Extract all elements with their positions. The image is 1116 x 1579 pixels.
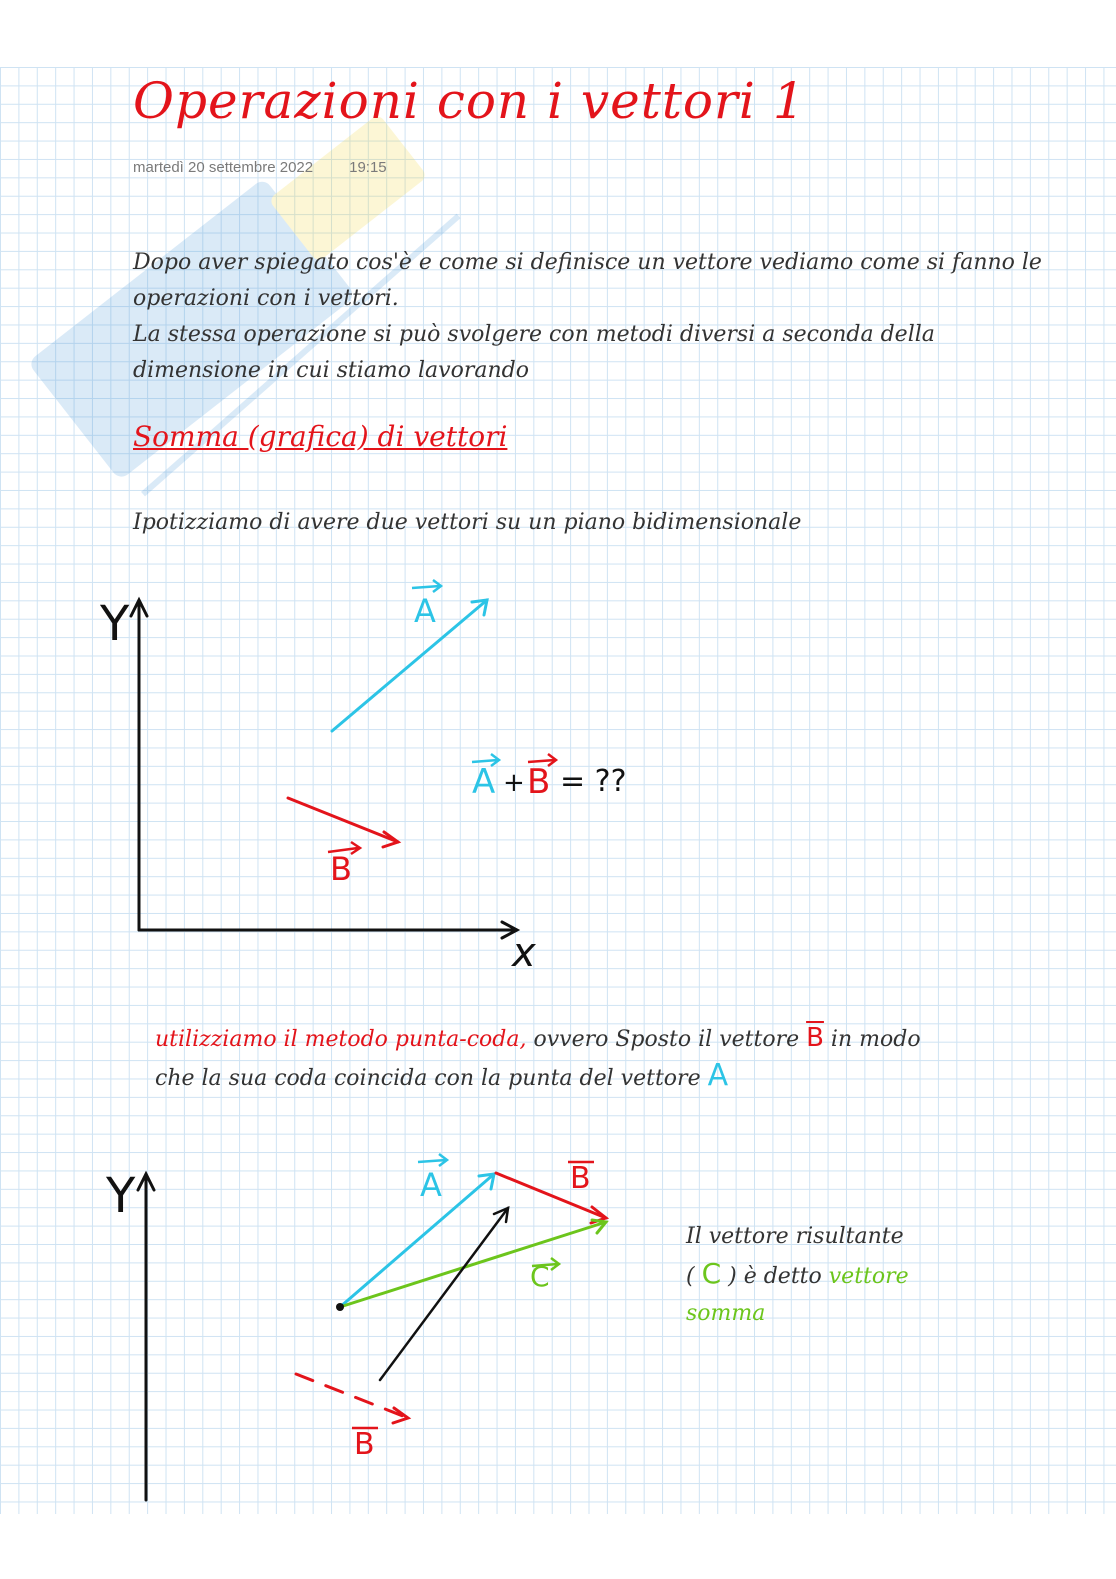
translation-arrow — [380, 1208, 508, 1380]
vector-b-translated-label: B — [570, 1161, 591, 1196]
result-paren-open: ( — [686, 1264, 702, 1289]
method-text: che la sua coda coincida con la punta del vettore — [155, 1066, 708, 1091]
y-axis-label-2: Y — [106, 1168, 136, 1224]
intro-line: operazioni con i vettori. — [133, 286, 399, 311]
equation-plus: + — [503, 768, 525, 798]
vector-a-label-arrow-2 — [418, 1154, 447, 1166]
hypothesis-text: Ipotizziamo di avere due vettori su un piano bidimensionale — [133, 510, 802, 535]
result-term-2: somma — [686, 1301, 766, 1326]
vector-c-label: C — [530, 1260, 550, 1293]
note-date: martedì 20 settembre 2022 — [133, 159, 314, 176]
intro-line: dimensione in cui stiamo lavorando — [133, 358, 529, 383]
equation-vector-a: A — [472, 762, 496, 802]
vector-a-label-2: A — [420, 1166, 442, 1204]
axes-2 — [138, 1174, 154, 1500]
section-heading: Somma (grafica) di vettori — [133, 420, 508, 453]
method-text: ovvero Sposto il vettore — [526, 1027, 807, 1052]
intro-line: Dopo aver spiegato cos'è e come si definisce un vettore vediamo come si fanno le — [133, 250, 1042, 275]
x-axis-label: x — [512, 930, 536, 976]
y-axis-label: Y — [100, 596, 130, 652]
result-term-1: vettore — [828, 1264, 909, 1289]
result-vector-c: C — [701, 1257, 722, 1290]
vector-a-arrow-2 — [340, 1174, 494, 1307]
vector-b-label: B — [330, 850, 352, 888]
method-text: in modo — [823, 1027, 921, 1052]
origin-dot — [336, 1303, 344, 1311]
equation-vector-b: B — [527, 762, 551, 802]
result-paren-close: ) è detto — [721, 1264, 829, 1289]
method-vector-b: $\overline{B}$ — [806, 1023, 824, 1053]
equation-rest: = ?? — [560, 764, 627, 799]
vector-b-original-label: B — [354, 1427, 375, 1462]
vector-c-arrow — [340, 1220, 606, 1307]
intro-line: La stessa operazione si può svolgere con metodi diversi a seconda della — [133, 322, 935, 347]
result-note — [686, 1218, 986, 1332]
method-vector-a: A — [707, 1058, 729, 1093]
result-line-1: Il vettore risultante — [686, 1224, 904, 1249]
result-line-2 — [686, 1255, 986, 1295]
page-title: Operazioni con i vettori 1 — [133, 72, 806, 130]
note-time: 19:15 — [349, 159, 387, 176]
vector-b-original-dashed — [296, 1374, 408, 1423]
vector-a-label: A — [414, 592, 436, 630]
method-lead: utilizziamo il metodo punta-coda, — [155, 1027, 527, 1052]
